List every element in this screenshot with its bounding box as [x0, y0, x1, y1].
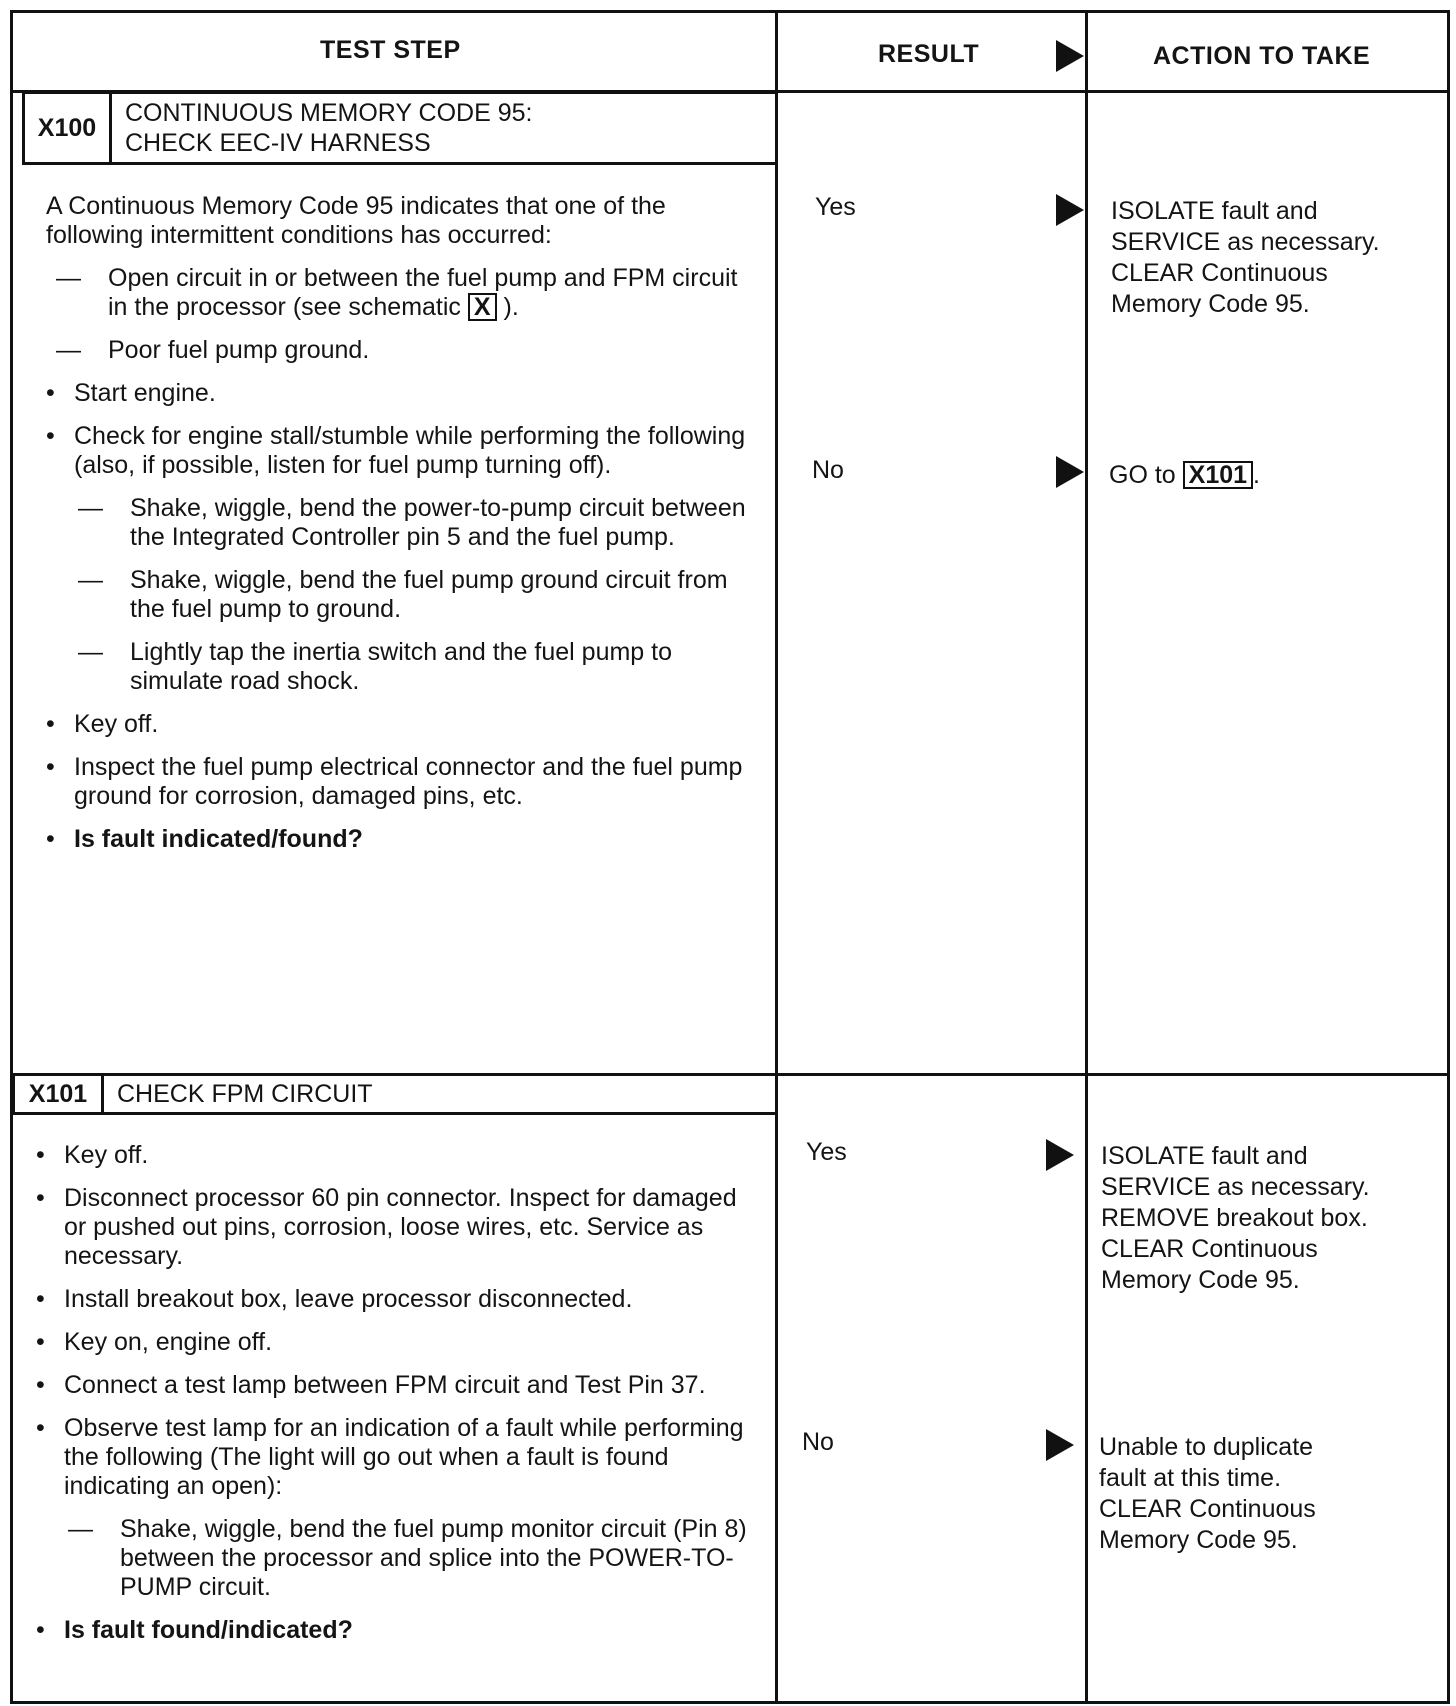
- column-divider-action: [1085, 10, 1088, 1704]
- step-x100-intro: A Continuous Memory Code 95 indicates that one of the following intermittent conditions has occurred:: [46, 192, 666, 249]
- bullet-icon: •: [46, 710, 55, 738]
- bullet-icon: •: [36, 1328, 45, 1356]
- step-x100-bullet-keyoff: • Key off.: [46, 710, 159, 738]
- step-x101-bullet-keyon: • Key on, engine off.: [36, 1328, 273, 1356]
- step-x100-result-no: No: [812, 456, 844, 484]
- result-arrow-icon: [1046, 1429, 1074, 1461]
- bullet-icon: •: [36, 1371, 45, 1399]
- header-test-step: TEST STEP: [320, 36, 461, 64]
- condition-open-text: Open circuit in or between the fuel pump and FPM circuit in the processor (see schematic: [108, 264, 738, 321]
- step-x100-bullet-start: • Start engine.: [46, 379, 216, 407]
- bullet-icon: •: [36, 1184, 45, 1212]
- step-x100-bullet-inspect: • Inspect the fuel pump electrical connector and the fuel pump ground for corrosion, damaged pins, etc.: [46, 753, 743, 810]
- step-x100-condition-open: [56, 264, 754, 322]
- column-divider-result: [775, 10, 778, 1704]
- step-x101-action-yes: ISOLATE fault and SERVICE as necessary. REMOVE breakout box. CLEAR Continuous Memory Code 95.: [1101, 1142, 1370, 1294]
- step-x100-condition-ground: [56, 336, 754, 365]
- bullet-icon: •: [46, 422, 55, 450]
- result-arrow-icon: [1056, 456, 1084, 488]
- step-x100-title-line2: CHECK EEC-IV HARNESS: [125, 129, 431, 157]
- step-x100-action-no: GO to X101 .: [1109, 461, 1260, 489]
- bullet-icon: •: [46, 379, 55, 407]
- step-x100-bullet-check: • Check for engine stall/stumble while performing the following (also, if possible, listen for fuel pump turning off).: [46, 422, 746, 479]
- step-x101-sub-monitor: — Shake, wiggle, bend the fuel pump monitor circuit (Pin 8) between the processor and splice into the POWER-TO-PUMP circuit.: [68, 1515, 747, 1601]
- step-x101-result-no: No: [802, 1428, 834, 1456]
- bullet-icon: •: [36, 1141, 45, 1169]
- step-x101-bullet-connect: • Connect a test lamp between FPM circuit and Test Pin 37.: [36, 1371, 706, 1399]
- bullet-icon: •: [46, 825, 55, 853]
- dash-icon: —: [78, 494, 103, 522]
- step-x101-question: • Is fault found/indicated?: [36, 1616, 353, 1644]
- bullet-icon: •: [36, 1285, 45, 1313]
- step-x100-title: [111, 94, 775, 162]
- step-x100-id: X100: [25, 94, 112, 162]
- result-arrow-icon: [1046, 1139, 1074, 1171]
- step-x101-title: CHECK FPM CIRCUIT: [117, 1080, 373, 1108]
- step-x100-action-yes: ISOLATE fault and SERVICE as necessary. CLEAR Continuous Memory Code 95.: [1111, 197, 1380, 318]
- step-x101-action-no: Unable to duplicate fault at this time. CLEAR Continuous Memory Code 95.: [1099, 1433, 1316, 1554]
- step-x100-title-box: [22, 91, 778, 165]
- step-x100-sub-tap: — Lightly tap the inertia switch and the fuel pump to simulate road shock.: [78, 638, 672, 695]
- schematic-x-ref[interactable]: X: [468, 293, 497, 321]
- step-x100-sub-power: — Shake, wiggle, bend the power-to-pump circuit between the Integrated Controller pin 5 and the fuel pump.: [78, 494, 746, 551]
- step-x101-id: X101: [15, 1076, 104, 1112]
- header-arrow-icon: [1056, 40, 1084, 72]
- bullet-icon: •: [46, 753, 55, 781]
- step-x100-result-yes: Yes: [815, 193, 856, 221]
- step-x101-bullet-disconnect: • Disconnect processor 60 pin connector. Inspect for damaged or pushed out pins, corrosion, loose wires, etc. Service as necessary.: [36, 1184, 737, 1270]
- step-x101-title-box: [12, 1073, 778, 1115]
- condition-open-tail: ).: [503, 293, 519, 321]
- bullet-icon: •: [36, 1414, 45, 1442]
- goto-x101-link[interactable]: X101: [1183, 461, 1253, 489]
- step-x101-body: [36, 1141, 760, 1659]
- step-x100-question: • Is fault indicated/found?: [46, 825, 363, 853]
- dash-icon: —: [78, 566, 103, 594]
- dash-icon: —: [68, 1515, 93, 1543]
- step-x101-bullet-keyoff: • Key off.: [36, 1141, 149, 1169]
- dash-icon: —: [56, 264, 81, 292]
- header-action: ACTION TO TAKE: [1153, 42, 1371, 70]
- dash-icon: —: [56, 336, 81, 364]
- condition-ground-text: Poor fuel pump ground.: [108, 336, 370, 364]
- header-result: RESULT: [878, 40, 980, 68]
- step-x101-bullet-observe: • Observe test lamp for an indication of a fault while performing the following (The light will go out when a fault is found indicating an open):: [36, 1414, 744, 1500]
- bullet-icon: •: [36, 1616, 45, 1644]
- step-x101-result-yes: Yes: [806, 1138, 847, 1166]
- step-x100-sub-ground: — Shake, wiggle, bend the fuel pump ground circuit from the fuel pump to ground.: [78, 566, 728, 623]
- dash-icon: —: [78, 638, 103, 666]
- step-x100-body: [46, 192, 754, 868]
- step-x100-title-line1: CONTINUOUS MEMORY CODE 95:: [125, 99, 533, 127]
- result-arrow-icon: [1056, 194, 1084, 226]
- step-x101-bullet-install: • Install breakout box, leave processor disconnected.: [36, 1285, 633, 1313]
